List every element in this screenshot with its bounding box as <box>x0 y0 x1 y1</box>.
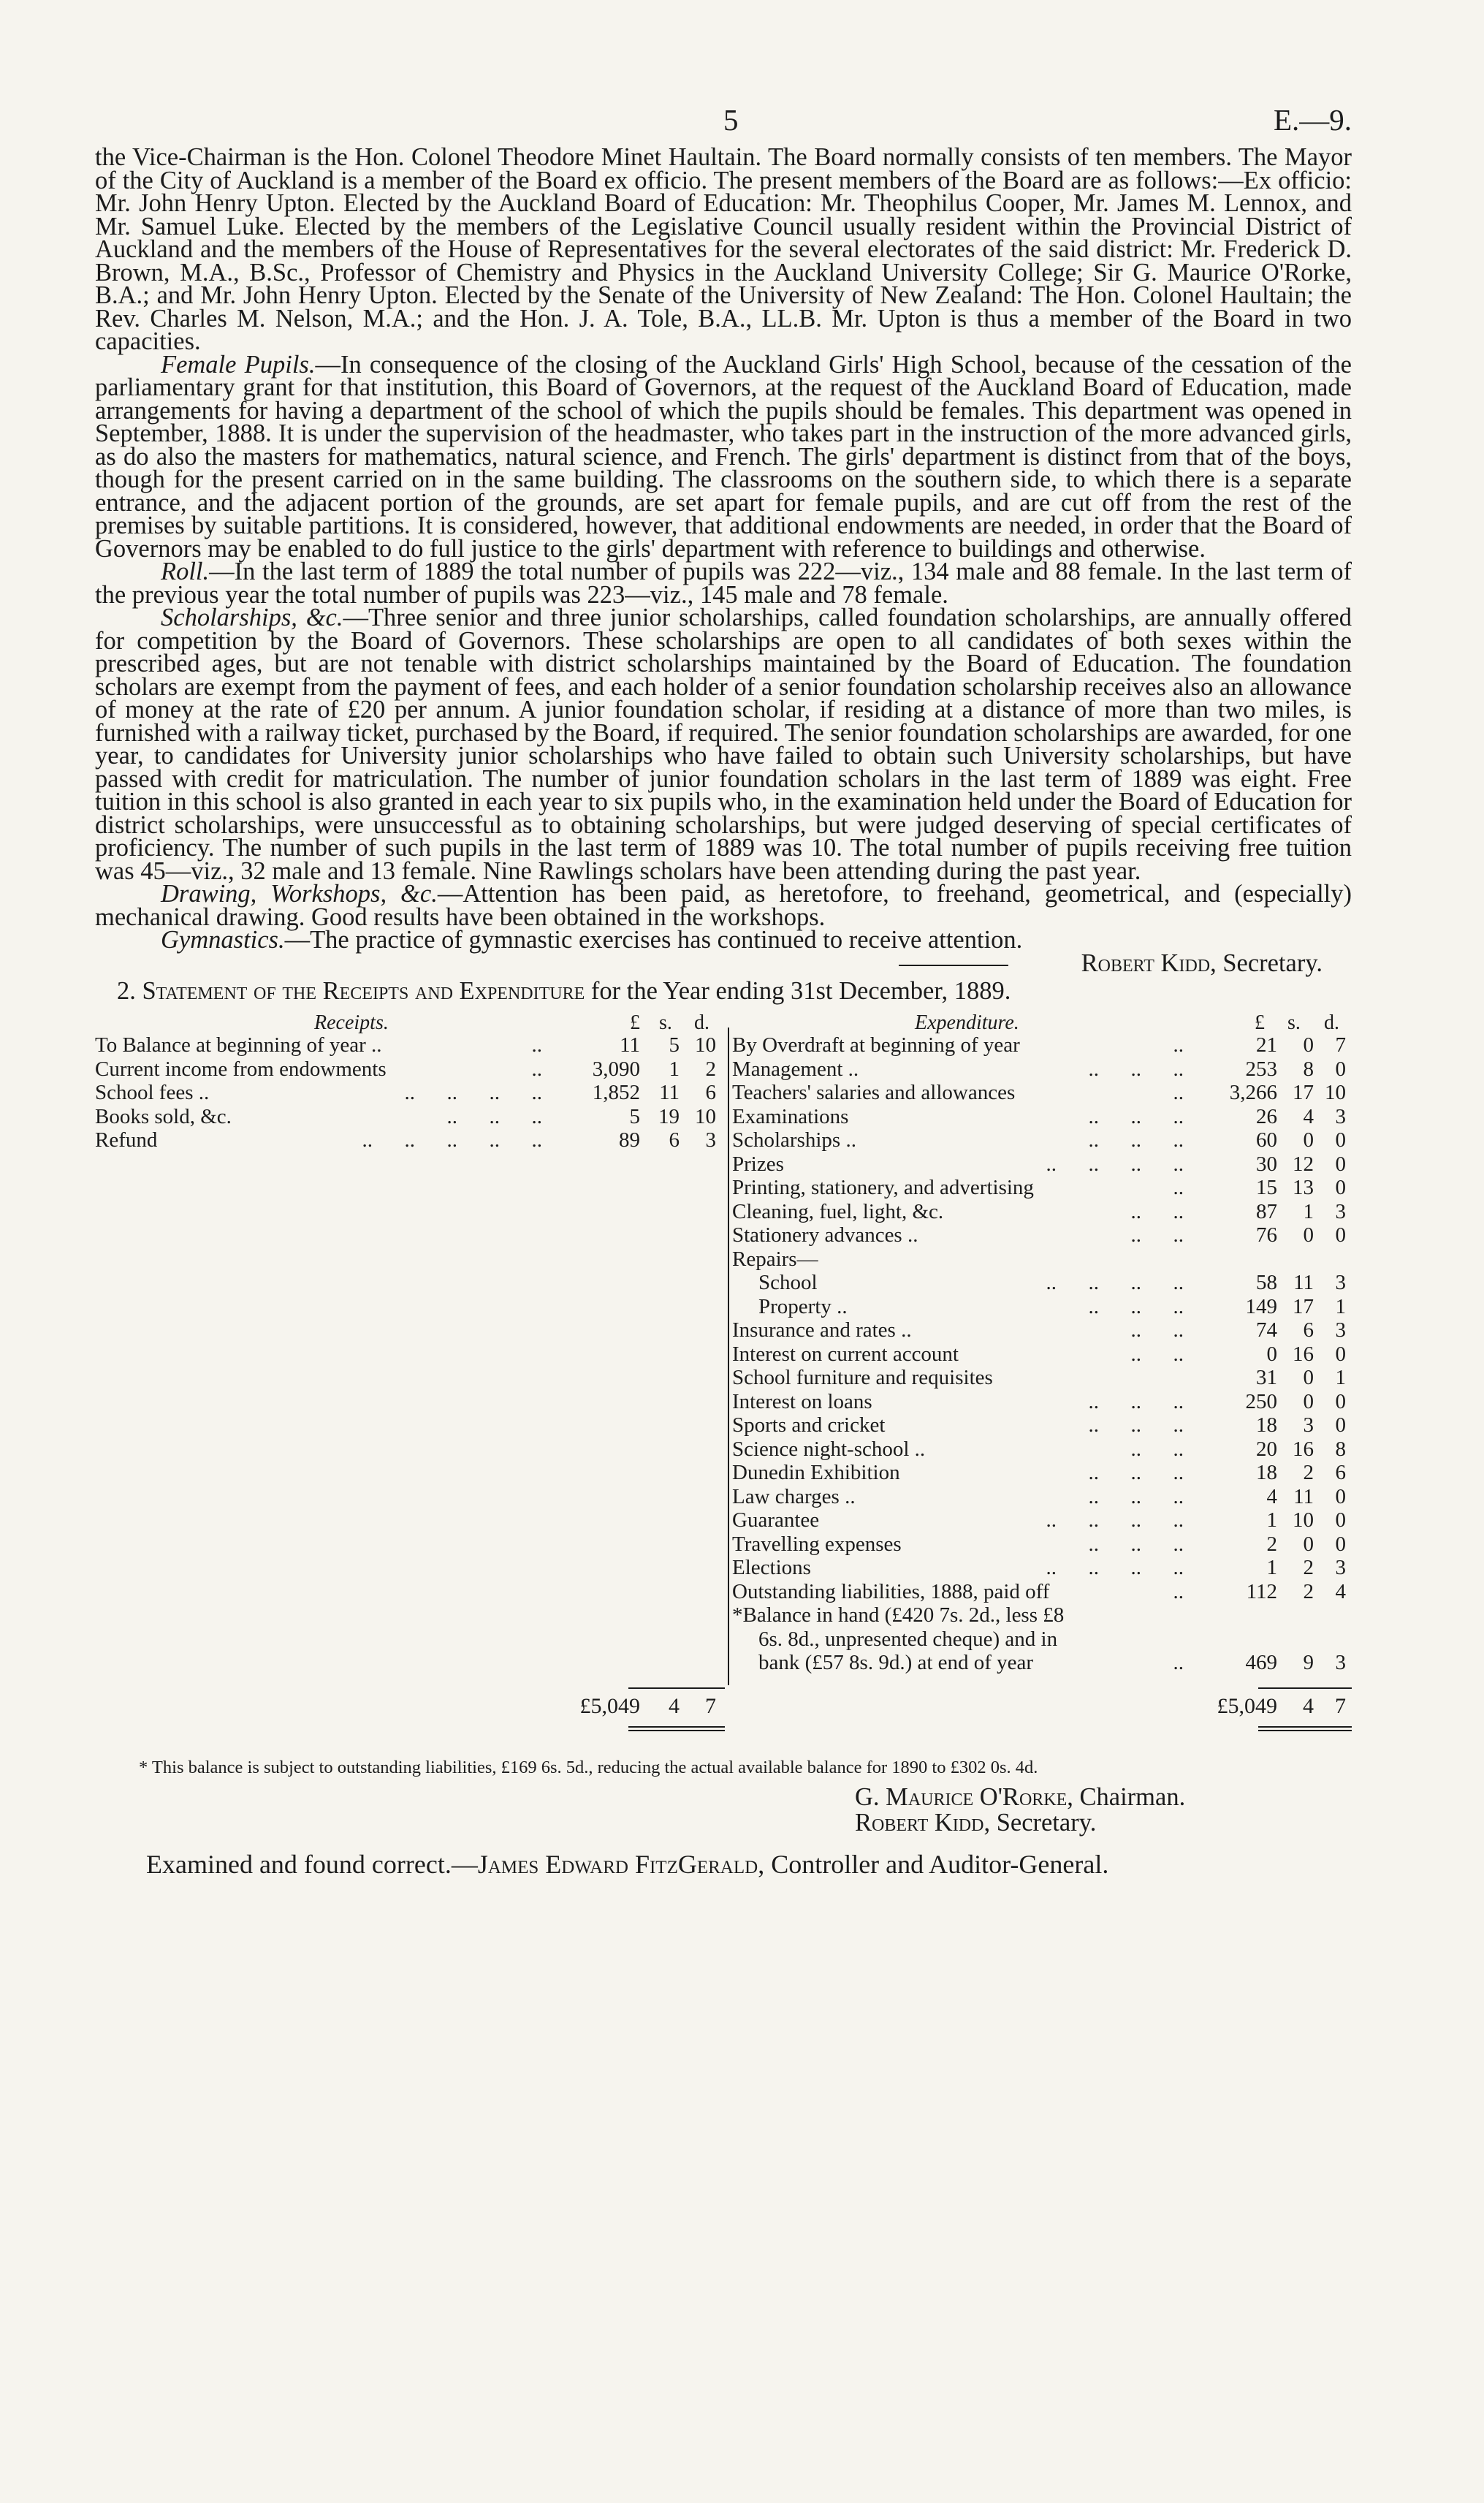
receipts-shillings: 11 <box>659 1081 680 1104</box>
receipts-label: Current income from endowments <box>95 1057 387 1081</box>
chairman-role: , Chairman. <box>1067 1783 1186 1811</box>
expenditure-leader-dots: .. .. <box>1130 1318 1184 1342</box>
statement-table <box>95 1011 1352 1757</box>
expenditure-pounds: 149 <box>1245 1294 1277 1318</box>
expenditure-total-pence: 7 <box>1335 1694 1346 1718</box>
expenditure-pounds: 18 <box>1256 1413 1277 1437</box>
expenditure-label: Guarantee <box>732 1508 820 1532</box>
document-reference: E.—9. <box>1273 103 1352 137</box>
expenditure-label: bank (£57 8s. 9d.) at end of year <box>758 1651 1034 1674</box>
receipts-shillings: 1 <box>669 1057 680 1081</box>
receipts-column <box>95 1011 725 1718</box>
secretary-line <box>855 1810 1352 1836</box>
expenditure-label: By Overdraft at beginning of year <box>732 1033 1020 1057</box>
expenditure-pence: 3 <box>1335 1271 1346 1294</box>
expenditure-pence: 3 <box>1335 1104 1346 1128</box>
page-header <box>95 102 1352 146</box>
expenditure-total <box>732 1695 1352 1724</box>
expenditure-pence: 0 <box>1335 1532 1346 1556</box>
expenditure-pence: 10 <box>1325 1081 1346 1104</box>
expenditure-pounds: 3,266 <box>1229 1081 1277 1104</box>
receipts-pounds: 11 <box>620 1033 640 1057</box>
expenditure-pounds: 0 <box>1266 1342 1277 1366</box>
expenditure-pounds: 76 <box>1256 1223 1277 1247</box>
receipts-shillings: 19 <box>658 1104 680 1128</box>
expenditure-pounds: 1 <box>1266 1556 1277 1579</box>
expenditure-label: Travelling expenses <box>732 1532 902 1556</box>
receipts-row <box>95 1105 725 1129</box>
female-pupils-heading: Female Pupils. <box>161 350 316 379</box>
expenditure-row <box>732 1152 1352 1177</box>
receipts-pence: 6 <box>705 1081 716 1104</box>
expenditure-pounds: 31 <box>1256 1366 1277 1389</box>
scholarships-heading: Scholarships, &c. <box>161 604 343 631</box>
expenditure-pence: 6 <box>1335 1461 1346 1484</box>
expenditure-total-rule <box>1258 1687 1352 1689</box>
secretary2-role: , Secretary. <box>983 1809 1097 1837</box>
expenditure-label: Repairs— <box>732 1247 818 1271</box>
expenditure-pounds: 30 <box>1256 1152 1277 1176</box>
expenditure-shillings: 2 <box>1303 1579 1314 1603</box>
receipts-double-rule-1 <box>628 1726 725 1728</box>
expenditure-row <box>732 1081 1352 1105</box>
receipts-heading: Receipts. <box>314 1011 389 1034</box>
female-pupils-text: —In consequence of the closing of the Auckland Girls' High School, because of the cessation of the parliamentary grant for that institution, this Board of Governors, at the request of the Auckland Board of Education, made arrangements for having a department of the school of which the pupils should be females. This department was opened in September, 1888. It is under the supervision of the headmaster, who takes part in the instruction of the more advanced girls, as do also the masters for mathematics, natural science, and French. The girls' department is distinct from that of the boys, though for the present carried on in the same building. The classrooms on the southern side, to which there is a separate entrance, and the adjacent portion of the grounds, are set apart for female pupils, and are cut off from the rest of the premises by suitable partitions. It is considered, however, that additional endowments are needed, in order that the Board of Governors may be enabled to do full justice to the girls' department with reference to buildings and otherwise. <box>95 350 1352 563</box>
expenditure-leader-dots: .. .. .. <box>1088 1057 1184 1081</box>
expenditure-row <box>732 1603 1352 1627</box>
expenditure-rows <box>732 1033 1352 1675</box>
expenditure-leader-dots: .. .. .. .. <box>1046 1508 1184 1532</box>
expenditure-total-shillings: 4 <box>1303 1694 1314 1718</box>
expenditure-leader-dots: .. <box>1173 1579 1184 1603</box>
expenditure-shillings: 0 <box>1303 1532 1314 1556</box>
expenditure-pounds: 74 <box>1256 1318 1277 1342</box>
expenditure-row <box>732 1057 1352 1082</box>
receipts-row <box>95 1081 725 1105</box>
expenditure-shillings: 0 <box>1303 1223 1314 1247</box>
expenditure-label: Scholarships .. <box>732 1128 856 1152</box>
expenditure-label: Elections <box>732 1556 811 1579</box>
expenditure-leader-dots: .. <box>1173 1081 1184 1104</box>
expenditure-shillings: 10 <box>1293 1508 1314 1532</box>
expenditure-shillings: 0 <box>1303 1033 1314 1057</box>
receipts-double-rule-2 <box>628 1730 725 1731</box>
receipts-total-rule <box>628 1687 725 1689</box>
expenditure-leader-dots: .. .. .. .. <box>1046 1556 1184 1579</box>
expenditure-row <box>732 1508 1352 1532</box>
expenditure-leader-dots: .. <box>1173 1033 1184 1057</box>
roll-text: —In the last term of 1889 the total number of pupils was 222—viz., 134 male and 88 female. In the last term of the previous year the total number of pupils was 223—viz., 145 male and 78 female. <box>95 558 1352 609</box>
expenditure-leader-dots: .. .. .. <box>1088 1461 1184 1484</box>
expenditure-row <box>732 1627 1352 1652</box>
expenditure-row <box>732 1200 1352 1224</box>
expenditure-label: Teachers' salaries and allowances <box>732 1081 1016 1104</box>
expenditure-leader-dots: .. <box>1173 1176 1184 1199</box>
roll-paragraph <box>95 558 1352 609</box>
statement-title <box>95 978 1352 1004</box>
receipts-row <box>95 1057 725 1082</box>
expenditure-pounds: 253 <box>1245 1057 1277 1081</box>
expenditure-label: Sports and cricket <box>732 1413 886 1437</box>
expenditure-pounds: 4 <box>1266 1484 1277 1508</box>
receipts-shillings: 6 <box>669 1128 680 1152</box>
receipts-total <box>95 1695 725 1724</box>
receipts-pence: 3 <box>705 1128 716 1152</box>
expenditure-row <box>732 1247 1352 1272</box>
pounds-heading: £ <box>630 1011 640 1034</box>
receipts-row <box>95 1033 725 1057</box>
expenditure-shillings: 13 <box>1293 1176 1314 1199</box>
shillings-heading: s. <box>659 1011 672 1034</box>
chairman-line <box>855 1785 1352 1810</box>
expenditure-row <box>732 1271 1352 1295</box>
expenditure-pence: 0 <box>1335 1223 1346 1247</box>
scholarships-paragraph <box>95 604 1352 885</box>
expenditure-pounds: 26 <box>1256 1104 1277 1128</box>
expenditure-row <box>732 1342 1352 1367</box>
receipts-label: To Balance at beginning of year .. <box>95 1033 382 1057</box>
expenditure-pence: 3 <box>1335 1199 1346 1223</box>
expenditure-leader-dots: .. .. .. <box>1088 1294 1184 1318</box>
expenditure-pence: 3 <box>1335 1318 1346 1342</box>
receipts-pounds: 1,852 <box>592 1081 640 1104</box>
roll-heading: Roll. <box>161 558 210 585</box>
expenditure-label: Cleaning, fuel, light, &c. <box>732 1199 944 1223</box>
expenditure-pence: 3 <box>1335 1651 1346 1674</box>
expenditure-leader-dots: .. .. .. <box>1088 1484 1184 1508</box>
expenditure-total-pounds: £5,049 <box>1217 1694 1277 1718</box>
receipts-pence: 2 <box>705 1057 716 1081</box>
expenditure-leader-dots: .. .. .. <box>1088 1532 1184 1556</box>
drawing-paragraph <box>95 880 1352 931</box>
expenditure-pence: 3 <box>1335 1556 1346 1579</box>
expenditure-pounds: 1 <box>1266 1508 1277 1532</box>
expenditure-pence: 0 <box>1335 1128 1346 1152</box>
expenditure-label: Science night-school .. <box>732 1437 926 1461</box>
expenditure-label: Printing, stationery, and advertising <box>732 1176 1034 1199</box>
expenditure-label: Insurance and rates .. <box>732 1318 912 1342</box>
receipts-pounds: 89 <box>619 1128 640 1152</box>
expenditure-label: Property .. <box>758 1294 848 1318</box>
expenditure-label: *Balance in hand (£420 7s. 2d., less £8 <box>732 1603 1065 1627</box>
expenditure-pounds: 112 <box>1246 1579 1277 1603</box>
expenditure-pence: 1 <box>1335 1366 1346 1389</box>
expenditure-row <box>732 1105 1352 1129</box>
signoff-block <box>95 1785 1352 1836</box>
expenditure-shillings: 3 <box>1303 1413 1314 1437</box>
pence-heading: d. <box>694 1011 709 1034</box>
expenditure-shillings: 11 <box>1293 1484 1314 1508</box>
female-pupils-paragraph <box>95 350 1352 563</box>
expenditure-double-rule-1 <box>1258 1726 1352 1728</box>
statement-title-rest: for the Year ending 31st December, 1889. <box>590 977 1011 1005</box>
expenditure-pounds: 15 <box>1256 1176 1277 1199</box>
document-page <box>95 102 1352 1878</box>
expenditure-pence: 0 <box>1335 1152 1346 1176</box>
expenditure-pounds: 21 <box>1256 1033 1277 1057</box>
expenditure-pence: 0 <box>1335 1508 1346 1532</box>
expenditure-shillings: 0 <box>1303 1389 1314 1413</box>
expenditure-header <box>732 1011 1352 1033</box>
expenditure-leader-dots: .. .. .. <box>1088 1128 1184 1152</box>
expenditure-label: Outstanding liabilities, 1888, paid off <box>732 1579 1050 1603</box>
expenditure-row <box>732 1413 1352 1437</box>
expenditure-leader-dots: .. .. .. .. <box>1046 1271 1184 1294</box>
expenditure-label: School furniture and requisites <box>732 1366 993 1389</box>
expenditure-leader-dots: .. .. <box>1130 1223 1184 1247</box>
expenditure-row <box>732 1366 1352 1390</box>
expenditure-leader-dots: .. .. .. <box>1088 1104 1184 1128</box>
expenditure-pounds: 2 <box>1266 1532 1277 1556</box>
expenditure-double-rule-2 <box>1258 1730 1352 1731</box>
receipts-pence: 10 <box>695 1033 716 1057</box>
expenditure-leader-dots: .. .. <box>1130 1199 1184 1223</box>
chairman-name: G. Maurice O'Rorke <box>855 1783 1068 1811</box>
expenditure-pence: 7 <box>1335 1033 1346 1057</box>
gymnastics-heading: Gymnastics. <box>161 926 285 954</box>
expenditure-pence: 0 <box>1335 1057 1346 1081</box>
expenditure-shillings: 12 <box>1293 1152 1314 1176</box>
scholarships-text: —Three senior and three junior scholarships, called foundation scholarships, are annually offered for competition by the Board of Governors. These scholarships are open to all candidates of both sexes within the prescribed ages, but are not tenable with district scholarships maintained by the Board of Education. The foundation scholars are exempt from the payment of fees, and each holder of a senior foundation scholarship receives also an allowance of money at the rate of £20 per annum. A junior foundation scholar, if residing at a distance of more than two miles, is furnished with a railway ticket, purchased by the Board, if required. The senior foundation scholarships are awarded, for one year, to candidates for University junior scholarships who have failed to obtain such University scholarships, but have passed with credit for matriculation. The number of junior foundation scholars in the last term of 1889 was eight. Free tuition in this school is also granted in each year to six pupils who, in the examination held under the Board of Education for district scholarships, were unsuccessful as to obtaining scholarships, but were judged deserving of special certificates of proficiency. The number of such pupils in the last term of 1889 was 10. The total number of pupils receiving free tuition was 45—viz., 32 male and 13 female. Nine Rawlings scholars have been attending during the past year. <box>95 604 1352 885</box>
statement-number: 2. <box>117 977 136 1005</box>
expenditure-pence: 0 <box>1335 1413 1346 1437</box>
auditor-role: , Controller and Auditor-General. <box>758 1850 1109 1879</box>
expenditure-label: Management .. <box>732 1057 859 1081</box>
expenditure-leader-dots: .. <box>1173 1651 1184 1674</box>
expenditure-shillings: 0 <box>1303 1128 1314 1152</box>
statement-title-main: Statement of the Receipts and Expenditure <box>142 977 585 1005</box>
receipts-total-shillings: 4 <box>669 1694 680 1718</box>
expenditure-leader-dots: .. .. .. .. <box>1046 1152 1184 1176</box>
exp-shillings-heading: s. <box>1287 1011 1301 1034</box>
expenditure-shillings: 0 <box>1303 1366 1314 1389</box>
gymnastics-text: —The practice of gymnastic exercises has continued to receive attention. <box>284 926 1023 954</box>
secretary-name: Robert Kidd <box>1081 949 1211 977</box>
expenditure-leader-dots: .. .. .. <box>1088 1389 1184 1413</box>
expenditure-pence: 0 <box>1335 1484 1346 1508</box>
auditor-name: James Edward FitzGerald <box>477 1850 758 1879</box>
receipts-header <box>95 1011 725 1033</box>
page-number: 5 <box>723 103 739 137</box>
expenditure-pence: 0 <box>1335 1176 1346 1199</box>
expenditure-pounds: 58 <box>1256 1271 1277 1294</box>
expenditure-label: Dunedin Exhibition <box>732 1461 900 1484</box>
expenditure-label: Interest on loans <box>732 1389 872 1413</box>
secretary-signature <box>95 949 1352 977</box>
receipts-label: Books sold, &c. <box>95 1104 232 1128</box>
expenditure-label: Prizes <box>732 1152 784 1176</box>
receipts-leader-dots: .. <box>531 1057 542 1081</box>
receipts-leader-dots: .. <box>531 1033 542 1057</box>
expenditure-shillings: 16 <box>1293 1437 1314 1461</box>
receipts-leader-dots: .. .. .. .. .. <box>362 1128 542 1152</box>
expenditure-shillings: 17 <box>1293 1294 1314 1318</box>
expenditure-shillings: 16 <box>1293 1342 1314 1366</box>
expenditure-label: School <box>758 1271 818 1294</box>
expenditure-row <box>732 1176 1352 1200</box>
receipts-total-pounds: £5,049 <box>579 1694 640 1718</box>
secretary-role: , Secretary. <box>1210 949 1323 977</box>
expenditure-leader-dots: .. .. <box>1130 1437 1184 1461</box>
expenditure-pounds: 60 <box>1256 1128 1277 1152</box>
expenditure-label: 6s. 8d., unpresented cheque) and in <box>758 1627 1058 1651</box>
expenditure-label: Law charges .. <box>732 1484 856 1508</box>
balance-footnote: * This balance is subject to outstanding liabilities, £169 6s. 5d., reducing the actual available balance for 1890 to £302 0s. 4d. <box>139 1758 1038 1777</box>
board-paragraph: the Vice-Chairman is the Hon. Colonel Theodore Minet Haultain. The Board normally consists of ten members. The Mayor of the City of Auckland is a member of the Board ex officio. The present members of the Board are as follows:—Ex officio: Mr. John Henry Upton. Elected by the Auckland Board of Education: Mr. Theophilus Cooper, Mr. James M. Lennox, and Mr. Samuel Luke. Elected by the members of the Legislative Council usually resident within the Provincial District of Auckland and the members of the House of Representatives for the several electorates of the said district: Mr. Frederick D. Brown, M.A., B.Sc., Professor of Chemistry and Physics in the Auckland University College; Sir G. Maurice O'Rorke, B.A.; and Mr. John Henry Upton. Elected by the Senate of the University of New Zealand: The Hon. Colonel Haultain; the Rev. Charles M. Nelson, M.A.; and the Hon. J. A. Tole, B.A., LL.B. Mr. Upton is thus a member of the Board in two capacities. <box>95 143 1352 355</box>
expenditure-shillings: 11 <box>1293 1271 1314 1294</box>
expenditure-row <box>732 1033 1352 1057</box>
receipts-pounds: 3,090 <box>592 1057 640 1081</box>
drawing-text: —Attention has been paid, as heretofore, to freehand, geometrical, and (especially) mechanical drawing. Good results have been obtained in the workshops. <box>95 880 1352 931</box>
receipts-shillings: 5 <box>669 1033 680 1057</box>
expenditure-row <box>732 1318 1352 1342</box>
exp-pence-heading: d. <box>1324 1011 1339 1034</box>
receipts-row <box>95 1128 725 1152</box>
receipts-leader-dots: .. .. .. <box>446 1104 542 1128</box>
separator-rule <box>899 965 1008 966</box>
receipts-label: Refund <box>95 1128 158 1152</box>
auditor-line <box>95 1850 1352 1878</box>
expenditure-shillings: 4 <box>1303 1104 1314 1128</box>
expenditure-pence: 0 <box>1335 1342 1346 1366</box>
expenditure-row <box>732 1437 1352 1462</box>
expenditure-shillings: 17 <box>1293 1081 1314 1104</box>
expenditure-shillings: 2 <box>1303 1461 1314 1484</box>
expenditure-shillings: 2 <box>1303 1556 1314 1579</box>
expenditure-row <box>732 1223 1352 1247</box>
expenditure-label: Interest on current account <box>732 1342 959 1366</box>
expenditure-pounds: 18 <box>1256 1461 1277 1484</box>
expenditure-label: Examinations <box>732 1104 849 1128</box>
expenditure-row <box>732 1128 1352 1152</box>
column-divider <box>728 1028 729 1685</box>
receipts-pence: 10 <box>695 1104 716 1128</box>
expenditure-leader-dots: .. .. <box>1130 1342 1184 1366</box>
expenditure-leader-dots: .. .. .. <box>1088 1413 1184 1437</box>
expenditure-pence: 8 <box>1335 1437 1346 1461</box>
expenditure-pounds: 250 <box>1245 1389 1277 1413</box>
expenditure-pounds: 87 <box>1256 1199 1277 1223</box>
expenditure-pounds: 469 <box>1245 1651 1277 1674</box>
receipts-pounds: 5 <box>629 1104 640 1128</box>
expenditure-row <box>732 1461 1352 1485</box>
expenditure-pence: 0 <box>1335 1389 1346 1413</box>
expenditure-shillings: 6 <box>1303 1318 1314 1342</box>
expenditure-row <box>732 1556 1352 1580</box>
expenditure-row <box>732 1295 1352 1319</box>
expenditure-label: Stationery advances .. <box>732 1223 918 1247</box>
expenditure-shillings: 1 <box>1303 1199 1314 1223</box>
expenditure-shillings: 9 <box>1303 1651 1314 1674</box>
expenditure-row <box>732 1485 1352 1509</box>
expenditure-shillings: 8 <box>1303 1057 1314 1081</box>
receipts-label: School fees .. <box>95 1081 210 1104</box>
receipts-total-pence: 7 <box>705 1694 716 1718</box>
expenditure-row <box>732 1390 1352 1414</box>
examined-lead: Examined and found correct.— <box>146 1850 478 1879</box>
receipts-leader-dots: .. .. .. .. <box>404 1081 542 1104</box>
receipts-rows <box>95 1033 725 1152</box>
exp-pounds-heading: £ <box>1255 1011 1265 1034</box>
secretary2-name: Robert Kidd <box>855 1809 984 1837</box>
expenditure-pence: 4 <box>1335 1579 1346 1603</box>
drawing-heading: Drawing, Workshops, &c. <box>161 880 438 908</box>
expenditure-column <box>732 1011 1352 1718</box>
expenditure-pounds: 20 <box>1256 1437 1277 1461</box>
expenditure-heading: Expenditure. <box>915 1011 1019 1034</box>
expenditure-row <box>732 1651 1352 1675</box>
expenditure-row <box>732 1532 1352 1557</box>
expenditure-pence: 1 <box>1335 1294 1346 1318</box>
expenditure-row <box>732 1580 1352 1604</box>
